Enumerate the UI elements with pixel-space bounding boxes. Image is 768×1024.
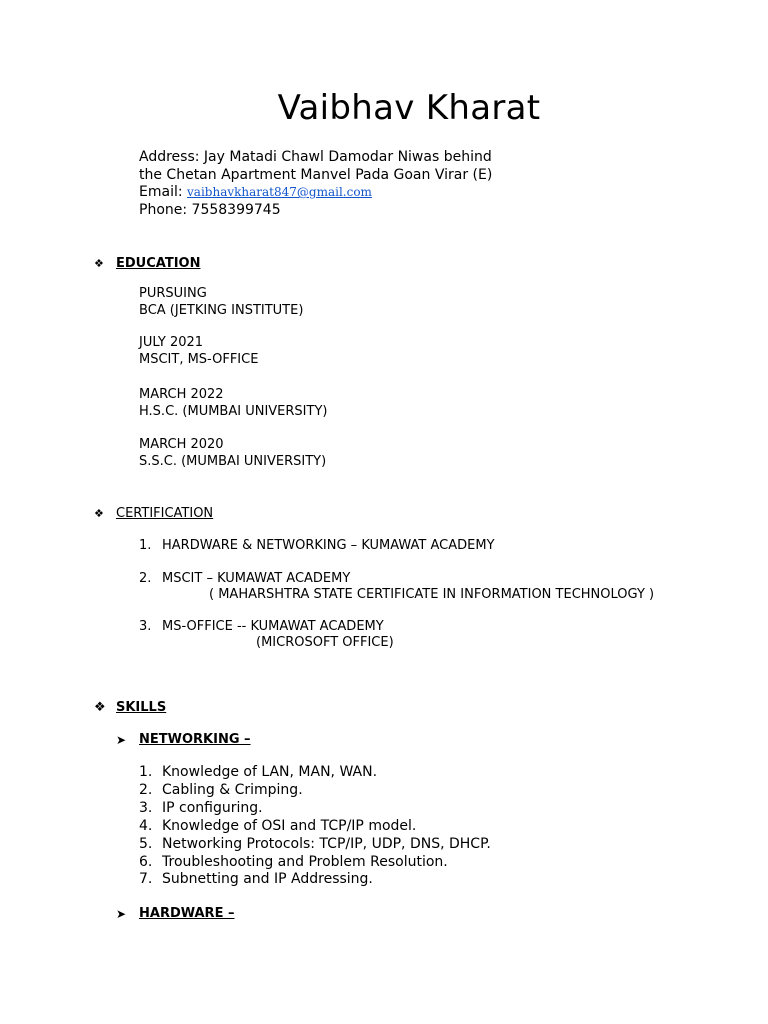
education-entry xyxy=(139,285,303,319)
education-detail: S.S.C. (MUMBAI UNIVERSITY) xyxy=(139,454,327,469)
certification-item xyxy=(139,571,654,602)
education-date: MARCH 2022 xyxy=(139,387,224,402)
list-number: 5. xyxy=(139,835,153,852)
list-item xyxy=(139,818,491,836)
certification-text: HARDWARE & NETWORKING – KUMAWAT ACADEMY xyxy=(162,538,495,553)
list-item xyxy=(139,764,491,782)
certification-heading-row xyxy=(94,506,213,521)
networking-heading-row xyxy=(116,732,251,747)
arrow-bullet-icon: ➤ xyxy=(116,732,127,747)
list-item xyxy=(139,800,491,818)
certification-item xyxy=(139,538,495,553)
address-line-1: Address: Jay Matadi Chawl Damodar Niwas behind xyxy=(139,149,492,165)
skill-text: Subnetting and IP Addressing. xyxy=(162,871,373,888)
skill-text: Troubleshooting and Problem Resolution. xyxy=(162,853,448,870)
education-heading: EDUCATION xyxy=(116,256,201,271)
certification-subtext: (MICROSOFT OFFICE) xyxy=(256,635,394,650)
networking-heading: NETWORKING – xyxy=(139,732,251,747)
certification-subtext: ( MAHARSHTRA STATE CERTIFICATE IN INFORMATION TECHNOLOGY ) xyxy=(209,587,655,602)
diamond-bullet-icon: ❖ xyxy=(94,507,104,520)
hardware-heading-row xyxy=(116,906,234,921)
list-number: 2. xyxy=(139,781,153,798)
skill-text: IP configuring. xyxy=(162,799,263,816)
education-entry xyxy=(139,436,326,470)
list-number: 7. xyxy=(139,871,153,888)
diamond-bullet-icon: ❖ xyxy=(94,700,106,715)
skill-text: Cabling & Crimping. xyxy=(162,781,303,798)
education-entry xyxy=(139,386,327,420)
list-number: 1. xyxy=(139,538,152,553)
list-number: 3. xyxy=(139,619,152,634)
list-item xyxy=(139,854,491,872)
list-number: 1. xyxy=(139,764,153,780)
arrow-bullet-icon: ➤ xyxy=(116,906,127,921)
list-item xyxy=(139,871,491,889)
certification-heading: CERTIFICATION xyxy=(116,506,214,521)
education-heading-row xyxy=(94,256,200,271)
contact-block xyxy=(139,149,492,219)
list-number: 6. xyxy=(139,853,153,870)
list-number: 3. xyxy=(139,799,153,816)
education-detail: BCA (JETKING INSTITUTE) xyxy=(139,303,304,318)
skill-text: Knowledge of LAN, MAN, WAN. xyxy=(162,764,378,780)
phone: Phone: 7558399745 xyxy=(139,201,281,218)
candidate-name: Vaibhav Kharat xyxy=(277,88,541,128)
education-entry xyxy=(139,334,258,368)
certification-item xyxy=(139,619,394,650)
education-detail: H.S.C. (MUMBAI UNIVERSITY) xyxy=(139,404,328,419)
education-date: JULY 2021 xyxy=(139,335,204,350)
hardware-heading: HARDWARE – xyxy=(139,906,235,921)
email-link[interactable]: vaibhavkharat847@gmail.com xyxy=(187,185,372,200)
certification-text: MS-OFFICE -- KUMAWAT ACADEMY xyxy=(162,619,384,634)
list-item xyxy=(139,836,491,854)
skills-heading: SKILLS xyxy=(116,700,167,715)
list-number: 4. xyxy=(139,817,153,834)
email-label: Email: xyxy=(139,184,188,201)
list-item xyxy=(139,782,491,800)
networking-skills-list xyxy=(139,764,491,889)
education-detail: MSCIT, MS-OFFICE xyxy=(139,352,259,367)
skill-text: Knowledge of OSI and TCP/IP model. xyxy=(162,817,417,834)
diamond-bullet-icon: ❖ xyxy=(94,257,104,270)
address-line-2: the Chetan Apartment Manvel Pada Goan Virar (E) xyxy=(139,166,493,183)
education-date: PURSUING xyxy=(139,286,207,301)
education-date: MARCH 2020 xyxy=(139,437,224,452)
certification-text: MSCIT – KUMAWAT ACADEMY xyxy=(162,571,351,586)
email-row xyxy=(139,184,492,202)
list-number: 2. xyxy=(139,571,152,586)
skills-heading-row xyxy=(94,700,166,715)
skill-text: Networking Protocols: TCP/IP, UDP, DNS, DHCP. xyxy=(162,835,491,852)
